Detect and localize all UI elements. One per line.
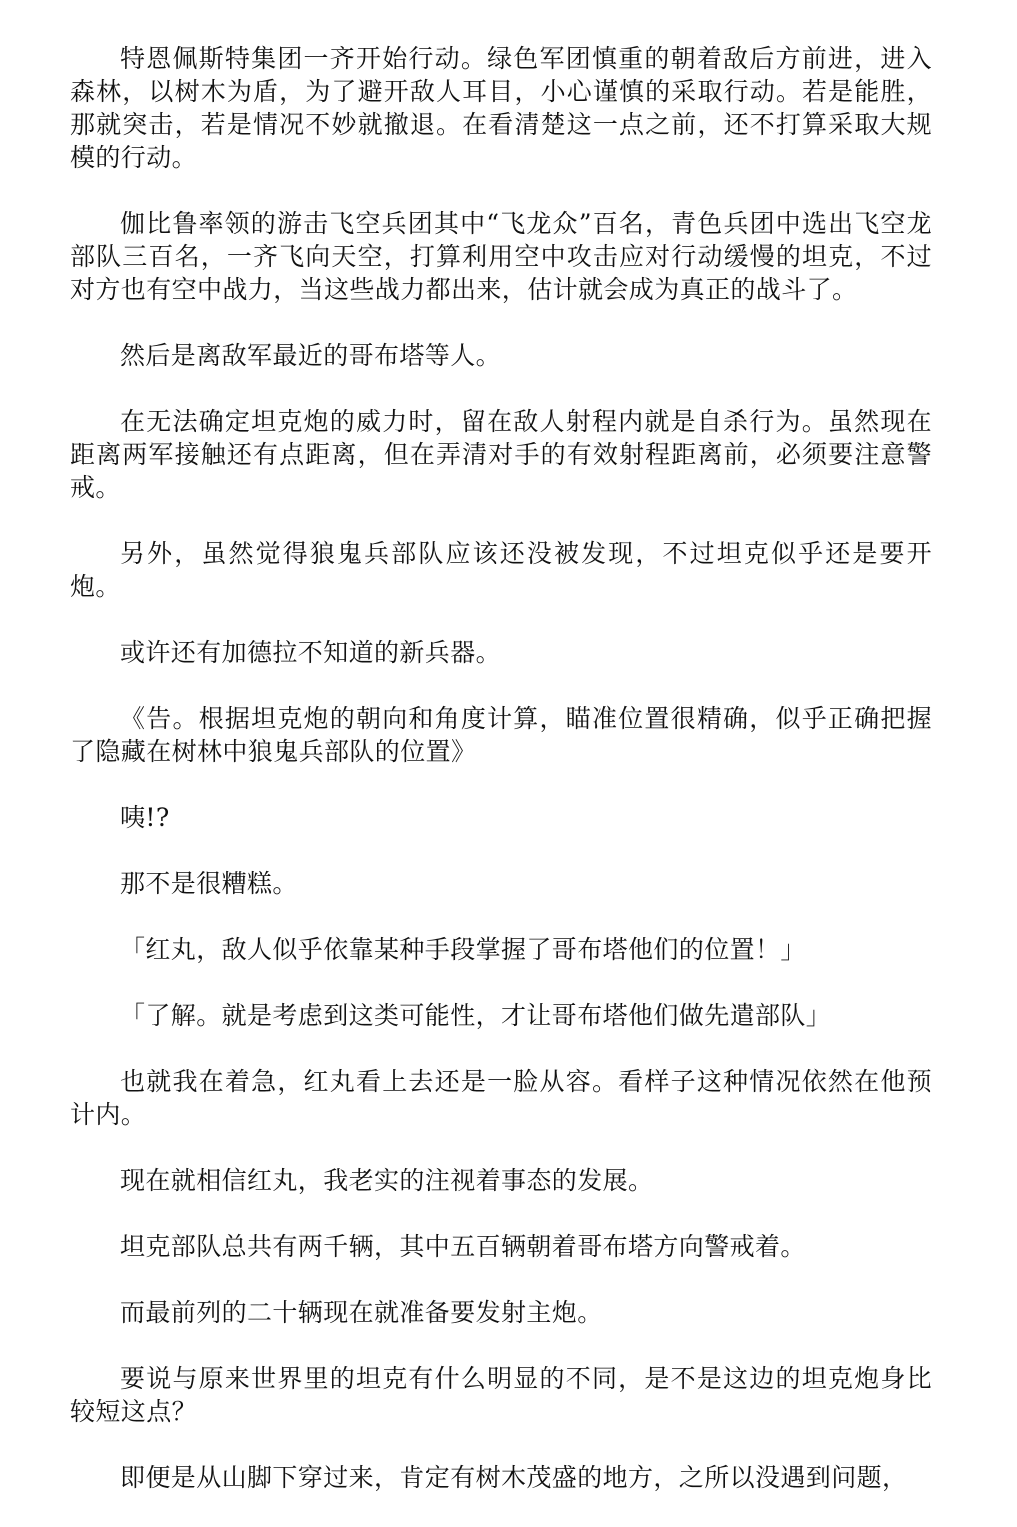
paragraph-9: 那不是很糟糕。	[120, 869, 298, 898]
paragraph-17: 即便是从山脚下穿过来，肯定有树木茂盛的地方，之所以没遇到问题，	[120, 1463, 908, 1492]
paragraph-15: 而最前列的二十辆现在就准备要发射主炮。	[120, 1298, 603, 1327]
paragraph-13: 现在就相信红丸，我老实的注视着事态的发展。	[120, 1166, 654, 1195]
paragraph-3: 然后是离敌军最近的哥布塔等人。	[120, 341, 502, 370]
paragraph-2: 伽比鲁率领的游击飞空兵团其中“飞龙众”百名，青色兵团中选出飞空龙部队三百名，一齐飞向天空，打算利用空中攻击应对行动缓慢的坦克，不过对方也有空中战力，当这些战力都出来，估计就会成为真正的战斗了。	[70, 209, 932, 304]
paragraph-5: 另外，虽然觉得狼鬼兵部队应该还没被发现，不过坦克似乎还是要开炮。	[70, 539, 932, 601]
paragraph-12: 也就我在着急，红丸看上去还是一脸从容。看样子这种情况依然在他预计内。	[70, 1067, 932, 1129]
paragraph-6: 或许还有加德拉不知道的新兵器。	[120, 638, 502, 667]
paragraph-11: 「了解。就是考虑到这类可能性，才让哥布塔他们做先遣部队」	[120, 1001, 832, 1030]
paragraph-1: 特恩佩斯特集团一齐开始行动。绿色军团慎重的朝着敌后方前进，进入森林，以树木为盾，为了避开敌人耳目，小心谨慎的采取行动。若是能胜，那就突击，若是情况不妙就撤退。在看清楚这一点之前，还不打算采取大规模的行动。	[70, 44, 932, 172]
paragraph-14: 坦克部队总共有两千辆，其中五百辆朝着哥布塔方向警戒着。	[120, 1232, 806, 1261]
paragraph-4: 在无法确定坦克炮的威力时，留在敌人射程内就是自杀行为。虽然现在距离两军接触还有点距离，但在弄清对手的有效射程距离前，必须要注意警戒。	[70, 407, 932, 502]
paragraph-16: 要说与原来世界里的坦克有什么明显的不同，是不是这边的坦克炮身比较短这点？	[70, 1364, 932, 1426]
paragraph-7: 《告。根据坦克炮的朝向和角度计算，瞄准位置很精确，似乎正确把握了隐藏在树林中狼鬼兵部队的位置》	[70, 704, 932, 766]
paragraph-10: 「红丸，敌人似乎依靠某种手段掌握了哥布塔他们的位置！」	[120, 935, 806, 964]
document-body	[70, 42, 932, 1527]
paragraph-8: 咦!?	[120, 803, 170, 832]
